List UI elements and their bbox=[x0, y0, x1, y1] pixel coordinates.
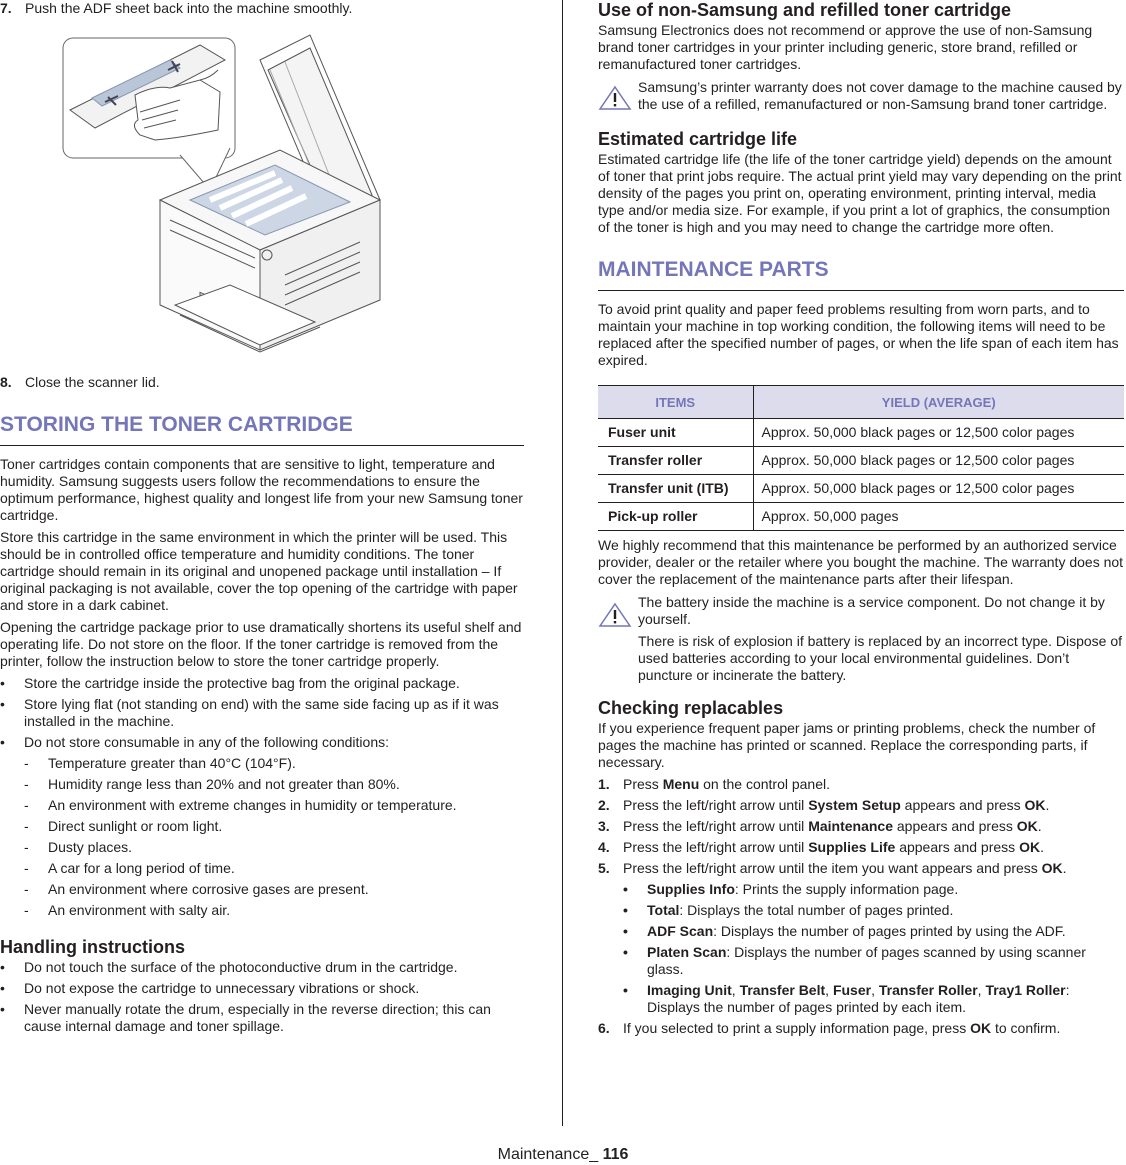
dash-marker: - bbox=[24, 860, 29, 876]
life-text: Estimated cartridge life (the life of the toner cartridge yield) depends on the amount of toner that print jobs require. The actual print yield may vary depending on the print density of the pages you print on, operating environment, printing interval, media type and/or media size. For example, if you print a lot of graphics, the consumption of the toner is high and you may need to change the cartridge more often. bbox=[598, 151, 1122, 235]
bullet-marker: • bbox=[0, 696, 5, 712]
storing-paragraph-3: Opening the cartridge package prior to use dramatically shortens its useful shelf and operating life. Do not store on the floor. If the toner cartridge is removed from the printer, follow the instruction below to store the toner cartridge properly. bbox=[0, 619, 522, 669]
warning-icon bbox=[598, 79, 638, 115]
yield-cell: Approx. 50,000 pages bbox=[753, 503, 1124, 531]
step-text: Close the scanner lid. bbox=[25, 374, 160, 390]
dash-marker: - bbox=[24, 755, 29, 771]
storing-heading: STORING THE TONER CARTRIDGE bbox=[0, 413, 524, 446]
handling-heading: Handling instructions bbox=[0, 937, 186, 957]
list-item: • ADF Scan: Displays the number of pages printed by using the ADF. bbox=[623, 923, 1066, 939]
step-text: Push the ADF sheet back into the machine smoothly. bbox=[25, 0, 353, 16]
storing-bullet-list bbox=[0, 675, 524, 751]
page-footer bbox=[0, 1146, 1126, 1163]
nonsamsung-text: Samsung Electronics does not recommend or approve the use of non-Samsung brand toner cartridges in your printer including generic, store brand, refilled or remanufactured toner cartridges. bbox=[598, 22, 1093, 72]
step-7 bbox=[0, 0, 524, 17]
table-row bbox=[598, 475, 1124, 503]
conditions-list bbox=[0, 755, 524, 919]
item-cell: Transfer unit (ITB) bbox=[598, 475, 753, 503]
bullet-marker: • bbox=[623, 982, 628, 998]
list-item: • Store the cartridge inside the protective bag from the original package. bbox=[0, 675, 460, 691]
checking-text: If you experience frequent paper jams or printing problems, check the number of pages the machine has printed or scanned. Replace the corresponding parts, if necessary. bbox=[598, 720, 1096, 770]
list-item: • Do not expose the cartridge to unnecessary vibrations or shock. bbox=[0, 980, 420, 996]
bullet-marker: • bbox=[0, 734, 5, 750]
dash-marker: - bbox=[24, 881, 29, 897]
dash-marker: - bbox=[24, 902, 29, 918]
storing-paragraph-2: Store this cartridge in the same environment in which the printer will be used. This should be in controlled office temperature and humidity conditions. The toner cartridge should remain in its original and unopened package until installation – If original packaging is not available, cover the top opening of the cartridge with paper and store in a dark cabinet. bbox=[0, 529, 518, 613]
bullet-marker: • bbox=[623, 902, 628, 918]
item-cell: Transfer roller bbox=[598, 447, 753, 475]
checking-heading: Checking replacables bbox=[598, 698, 784, 718]
list-item: - An environment where corrosive gases are present. bbox=[24, 881, 369, 897]
item-cell: Pick-up roller bbox=[598, 503, 753, 531]
yield-cell: Approx. 50,000 black pages or 12,500 color pages bbox=[753, 419, 1124, 447]
bullet-marker: • bbox=[0, 959, 5, 975]
dash-marker: - bbox=[24, 818, 29, 834]
handling-bullet-list bbox=[0, 959, 524, 1035]
list-item: - A car for a long period of time. bbox=[24, 860, 235, 876]
table-row bbox=[598, 447, 1124, 475]
note-text: Samsung’s printer warranty does not cover damage to the machine caused by the use of a refilled, remanufactured or non-Samsung brand toner cartridge. bbox=[638, 79, 1122, 112]
dash-marker: - bbox=[24, 839, 29, 855]
warning-icon bbox=[598, 594, 638, 684]
page-number: 116 bbox=[602, 1146, 629, 1163]
bullet-marker: • bbox=[0, 675, 5, 691]
bullet-marker: • bbox=[623, 944, 628, 960]
supplies-sub-list bbox=[598, 881, 1124, 1016]
nonsamsung-heading: Use of non-Samsung and refilled toner cartridge bbox=[598, 0, 1012, 20]
bullet-marker: • bbox=[0, 1001, 5, 1017]
battery-note bbox=[598, 594, 1124, 684]
column-divider bbox=[562, 0, 563, 1126]
step-1: 1. Press Menu on the control panel. bbox=[598, 776, 831, 792]
yield-cell: Approx. 50,000 black pages or 12,500 color pages bbox=[753, 475, 1124, 503]
step-8 bbox=[0, 374, 524, 391]
step-3: 3. Press the left/right arrow until Maintenance appears and press OK. bbox=[598, 818, 1042, 834]
table-header-row bbox=[598, 386, 1124, 419]
dash-marker: - bbox=[24, 797, 29, 813]
yield-cell: Approx. 50,000 black pages or 12,500 color pages bbox=[753, 447, 1124, 475]
note-text: The battery inside the machine is a service component. Do not change it by yourself. bbox=[638, 594, 1105, 627]
life-heading: Estimated cartridge life bbox=[598, 129, 798, 149]
list-item: • Imaging Unit, Transfer Belt, Fuser, Transfer Roller, Tray1 Roller: Displays the number of pages printed by each item. bbox=[623, 982, 1070, 1015]
list-item: - Humidity range less than 20% and not greater than 80%. bbox=[24, 776, 400, 792]
bullet-marker: • bbox=[0, 980, 5, 996]
checking-steps bbox=[598, 776, 1124, 1037]
maintenance-text: To avoid print quality and paper feed problems resulting from worn parts, and to maintain your machine in top working condition, the following items will need to be replaced after the specified number of pages, or when the life span of each item has expired. bbox=[598, 301, 1119, 368]
list-item: - Dusty places. bbox=[24, 839, 133, 855]
recommend-text: We highly recommend that this maintenance be performed by an authorized service provider, dealer or the retailer where you bought the machine. The warranty does not cover the replacement of the maintenance parts after their lifespan. bbox=[598, 537, 1124, 587]
list-item: • Never manually rotate the drum, especially in the reverse direction; this can cause internal damage and toner spillage. bbox=[0, 1001, 491, 1034]
list-item: • Total: Displays the total number of pages printed. bbox=[623, 902, 954, 918]
table-row bbox=[598, 503, 1124, 531]
warranty-note bbox=[598, 79, 1124, 115]
right-column bbox=[598, 0, 1124, 1041]
printer-illustration bbox=[60, 30, 390, 375]
column-header: YIELD (AVERAGE) bbox=[753, 386, 1124, 419]
bullet-marker: • bbox=[623, 881, 628, 897]
footer-section: Maintenance_ bbox=[497, 1146, 603, 1163]
item-cell: Fuser unit bbox=[598, 419, 753, 447]
dash-marker: - bbox=[24, 776, 29, 792]
bullet-marker: • bbox=[623, 923, 628, 939]
list-item: • Store lying flat (not standing on end) with the same side facing up as if it was installed in the machine. bbox=[0, 696, 499, 729]
maintenance-table bbox=[598, 385, 1124, 531]
step-6: 6. If you selected to print a supply information page, press OK to confirm. bbox=[598, 1020, 1061, 1036]
list-item: - Temperature greater than 40°C (104°F). bbox=[24, 755, 296, 771]
step-4: 4. Press the left/right arrow until Supplies Life appears and press OK. bbox=[598, 839, 1044, 855]
list-item: - An environment with salty air. bbox=[24, 902, 231, 918]
step-2: 2. Press the left/right arrow until System Setup appears and press OK. bbox=[598, 797, 1050, 813]
list-item: • Do not store consumable in any of the following conditions: bbox=[0, 734, 389, 750]
list-item: - An environment with extreme changes in humidity or temperature. bbox=[24, 797, 457, 813]
table-row bbox=[598, 419, 1124, 447]
list-item: • Do not touch the surface of the photoconductive drum in the cartridge. bbox=[0, 959, 458, 975]
column-header: ITEMS bbox=[598, 386, 753, 419]
list-item: - Direct sunlight or room light. bbox=[24, 818, 223, 834]
list-item: • Supplies Info: Prints the supply information page. bbox=[623, 881, 959, 897]
step-5: 5. Press the left/right arrow until the item you want appears and press OK. bbox=[598, 860, 1067, 876]
storing-paragraph-1: Toner cartridges contain components that are sensitive to light, temperature and humidity. Samsung suggests users follow the recommendations to ensure the optimum performance, highest quality and longest life from your new Samsung toner cartridge. bbox=[0, 456, 523, 523]
maintenance-heading: MAINTENANCE PARTS bbox=[598, 258, 1124, 291]
step-number: 8. bbox=[0, 374, 12, 390]
left-column bbox=[0, 0, 524, 1039]
list-item: • Platen Scan: Displays the number of pages scanned by using scanner glass. bbox=[623, 944, 1086, 977]
note-text: There is risk of explosion if battery is replaced by an incorrect type. Dispose of used batteries according to your local environmental guidelines. Don’t puncture or incinerate the battery. bbox=[638, 633, 1122, 683]
step-number: 7. bbox=[0, 0, 12, 16]
